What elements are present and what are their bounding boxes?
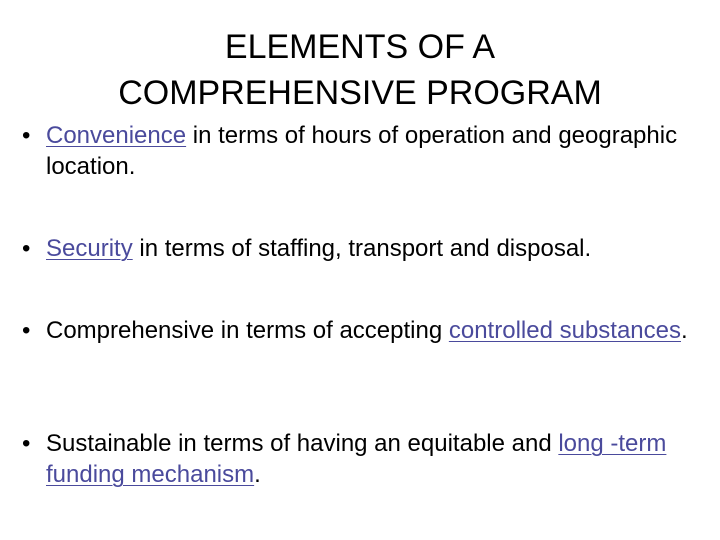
bullet-text: Comprehensive in terms of accepting [46,317,449,344]
bullet-marker: • [22,122,31,149]
bullet-item-sustainable [22,428,712,490]
long-term-funding-mechanism-link[interactable]: long -term funding mechanism [46,430,667,488]
bullet-text: Sustainable in terms of having an equitable and [46,430,559,457]
slide-title [0,24,720,116]
bullet-item-comprehensive [22,315,712,346]
slide-title-line-2: COMPREHENSIVE PROGRAM [118,74,602,112]
convenience-link[interactable]: Convenience [46,122,187,149]
bullet-text-end: . [254,461,261,488]
bullet-marker: • [22,317,31,344]
bullet-item-security [22,233,712,264]
bullet-marker: • [22,430,31,457]
bullet-text-end: . [681,317,688,344]
bullet-text: in terms of hours of operation and geographic location. [46,122,678,180]
bullet-item-convenience [22,120,712,182]
security-link[interactable]: Security [46,235,133,262]
slide-title-line-1: ELEMENTS OF A [224,28,496,66]
bullet-text: in terms of staffing, transport and disposal. [132,235,592,262]
bullet-marker: • [22,235,31,262]
controlled-substances-link[interactable]: controlled substances [448,317,681,344]
